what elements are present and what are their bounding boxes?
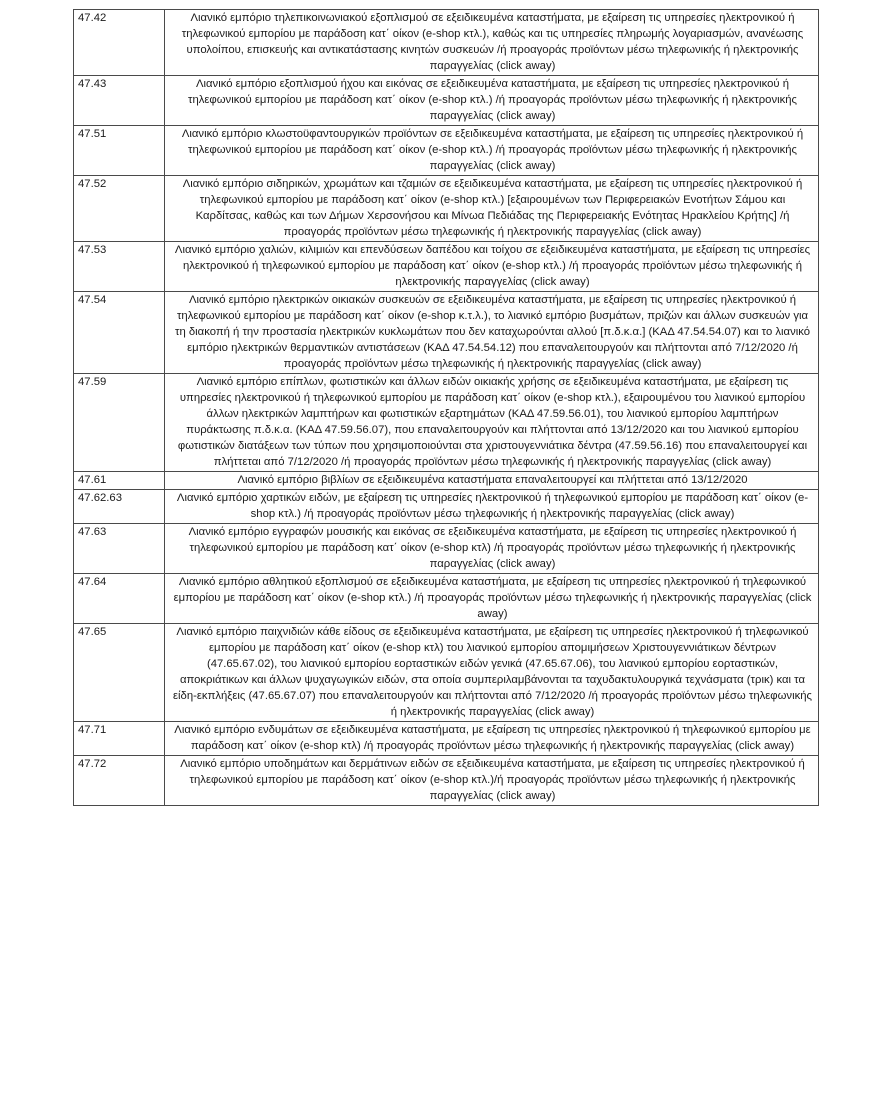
activity-description: Λιανικό εμπόριο ηλεκτρικών οικιακών συσκευών σε εξειδικευμένα καταστήματα, με εξαίρεση τις υπηρεσίες ηλεκτρονικού ή τηλεφωνικού εμπορίου με παράδοση κατ΄ οίκον (e-shop κ.τ.λ.), το λιανικό εμπόριο βυσμάτων, πριζών και άλλων συσκευών για τη διακοπή ή την προστασία ηλεκτρικών κυκλωμάτων που δεν καταχωρούνται αλλού [π.δ.κ.α.] (ΚΑΔ 47.54.54.07) και το λιανικό εμπόριο ηλεκτρικών θερμαντικών αντιστάσεων (ΚΑΔ 47.54.54.12) που επαναλειτουργούν και πλήττονται από 7/12/2020 /ή προαγοράς προϊόντων μέσω τηλεφωνικής ή ηλεκτρονικής παραγγελίας (click away) xyxy=(165,292,819,374)
table-row xyxy=(74,374,819,472)
activity-code: 47.51 xyxy=(74,126,165,176)
kad-activity-table xyxy=(73,9,819,806)
activity-code: 47.64 xyxy=(74,574,165,624)
activity-code: 47.43 xyxy=(74,76,165,126)
activity-code: 47.72 xyxy=(74,756,165,806)
activity-description: Λιανικό εμπόριο εξοπλισμού ήχου και εικόνας σε εξειδικευμένα καταστήματα, με εξαίρεση τις υπηρεσίες ηλεκτρονικού ή τηλεφωνικού εμπορίου με παράδοση κατ΄ οίκον (e-shop κτλ.) /ή προαγοράς προϊόντων μέσω τηλεφωνικής ή ηλεκτρονικής παραγγελίας (click away) xyxy=(165,76,819,126)
kad-table-container xyxy=(73,9,818,806)
activity-description: Λιανικό εμπόριο αθλητικού εξοπλισμού σε εξειδικευμένα καταστήματα, με εξαίρεση τις υπηρεσίες ηλεκτρονικού ή τηλεφωνικού εμπορίου με παράδοση κατ΄ οίκον (e-shop κτλ.) /ή προαγοράς προϊόντων μέσω τηλεφωνικής ή ηλεκτρονικής παραγγελίας (click away) xyxy=(165,574,819,624)
table-row xyxy=(74,76,819,126)
activity-code: 47.62.63 xyxy=(74,490,165,524)
activity-code: 47.61 xyxy=(74,472,165,490)
activity-code: 47.63 xyxy=(74,524,165,574)
activity-code: 47.53 xyxy=(74,242,165,292)
activity-description: Λιανικό εμπόριο βιβλίων σε εξειδικευμένα καταστήματα επαναλειτουργεί και πλήττεται από 13/12/2020 xyxy=(165,472,819,490)
table-row xyxy=(74,490,819,524)
activity-description: Λιανικό εμπόριο χαλιών, κιλιμιών και επενδύσεων δαπέδου και τοίχου σε εξειδικευμένα καταστήματα, με εξαίρεση τις υπηρεσίες ηλεκτρονικού ή τηλεφωνικού εμπορίου με παράδοση κατ΄ οίκον (e-shop κτλ.) /ή προαγοράς προϊόντων μέσω τηλεφωνικής ή ηλεκτρονικής παραγγελίας (click away) xyxy=(165,242,819,292)
table-row xyxy=(74,722,819,756)
activity-description: Λιανικό εμπόριο χαρτικών ειδών, με εξαίρεση τις υπηρεσίες ηλεκτρονικού ή τηλεφωνικού εμπορίου με παράδοση κατ΄ οίκον (e-shop κτλ.) /ή προαγοράς προϊόντων μέσω τηλεφωνικής ή ηλεκτρονικής παραγγελίας (click away) xyxy=(165,490,819,524)
activity-description: Λιανικό εμπόριο σιδηρικών, χρωμάτων και τζαμιών σε εξειδικευμένα καταστήματα, με εξαίρεση τις υπηρεσίες ηλεκτρονικού ή τηλεφωνικού εμπορίου με παράδοση κατ΄ οίκον (e-shop κτλ.) [εξαιρουμένων των Περιφερειακών Ενοτήτων Σάμου και Καρδίτσας, καθώς και των Δήμων Χερσονήσου και Μίνωα Πεδιάδας της Περιφερειακής Ενότητας Ηρακλείου Κρήτης] /ή προαγοράς προϊόντων μέσω τηλεφωνικής ή ηλεκτρονικής παραγγελίας (click away) xyxy=(165,176,819,242)
table-row xyxy=(74,126,819,176)
table-row xyxy=(74,756,819,806)
activity-code: 47.71 xyxy=(74,722,165,756)
activity-code: 47.65 xyxy=(74,624,165,722)
activity-code: 47.54 xyxy=(74,292,165,374)
activity-description: Λιανικό εμπόριο παιχνιδιών κάθε είδους σε εξειδικευμένα καταστήματα, με εξαίρεση τις υπηρεσίες ηλεκτρονικού ή τηλεφωνικού εμπορίου με παράδοση κατ΄ οίκον (e-shop κτλ) του λιανικού εμπορίου απομιμήσεων Χριστουγεννιάτικων δέντρων (47.65.67.02), του λιανικού εμπορίου εορταστικών ειδών γενικά (47.65.67.06), του λιανικού εμπορίου εορταστικών, αποκριάτικων και άλλων ψυχαγωγικών ειδών, στα οποία συμπεριλαμβάνονται τα ταχυδακτυλουργικά τεχνάσματα (τρικ) και τα είδη-εκπλήξεις (47.65.67.07) που επαναλειτουργούν και πλήττονται από 7/12/2020 /ή προαγοράς προϊόντων μέσω τηλεφωνικής ή ηλεκτρονικής παραγγελίας (click away) xyxy=(165,624,819,722)
table-row xyxy=(74,176,819,242)
activity-code: 47.52 xyxy=(74,176,165,242)
table-row xyxy=(74,472,819,490)
activity-description: Λιανικό εμπόριο εγγραφών μουσικής και εικόνας σε εξειδικευμένα καταστήματα, με εξαίρεση τις υπηρεσίες ηλεκτρονικού ή τηλεφωνικού εμπορίου με παράδοση κατ΄ οίκον (e-shop κτλ) /ή προαγοράς προϊόντων μέσω τηλεφωνικής ή ηλεκτρονικής παραγγελίας (click away) xyxy=(165,524,819,574)
table-row xyxy=(74,624,819,722)
table-row xyxy=(74,242,819,292)
activity-code: 47.42 xyxy=(74,10,165,76)
activity-description: Λιανικό εμπόριο τηλεπικοινωνιακού εξοπλισμού σε εξειδικευμένα καταστήματα, με εξαίρεση τις υπηρεσίες ηλεκτρονικού ή τηλεφωνικού εμπορίου με παράδοση κατ΄ οίκον (e-shop κτλ.), καθώς και τις υπηρεσίες πληρωμής λογαριασμών, ανανέωσης υπολοίπου, επισκευής και αντικατάστασης κινητών συσκευών /ή προαγοράς προϊόντων μέσω τηλεφωνικής ή ηλεκτρονικής παραγγελίας (click away) xyxy=(165,10,819,76)
activity-description: Λιανικό εμπόριο ενδυμάτων σε εξειδικευμένα καταστήματα, με εξαίρεση τις υπηρεσίες ηλεκτρονικού ή τηλεφωνικού εμπορίου με παράδοση κατ΄ οίκον (e-shop κτλ) /ή προαγοράς προϊόντων μέσω τηλεφωνικής ή ηλεκτρονικής παραγγελίας (click away) xyxy=(165,722,819,756)
table-row xyxy=(74,574,819,624)
activity-description: Λιανικό εμπόριο υποδημάτων και δερμάτινων ειδών σε εξειδικευμένα καταστήματα, με εξαίρεση τις υπηρεσίες ηλεκτρονικού ή τηλεφωνικού εμπορίου με παράδοση κατ΄ οίκον (e-shop κτλ.)/ή προαγοράς προϊόντων μέσω τηλεφωνικής ή ηλεκτρονικής παραγγελίας (click away) xyxy=(165,756,819,806)
activity-description: Λιανικό εμπόριο επίπλων, φωτιστικών και άλλων ειδών οικιακής χρήσης σε εξειδικευμένα καταστήματα, με εξαίρεση τις υπηρεσίες ηλεκτρονικού ή τηλεφωνικού εμπορίου με παράδοση κατ΄ οίκον (e-shop κτλ.), εξαιρουμένου του λιανικού εμπορίου άλλων ηλεκτρικών λαμπτήρων και φωτιστικών εξαρτημάτων (ΚΑΔ 47.59.56.01), του λιανικού εμπορίου λαμπτήρων πυράκτωσης π.δ.κ.α. (ΚΑΔ 47.59.56.07), που επαναλειτουργούν και πλήττονται από 13/12/2020 και του λιανικού εμπορίου φωτιστικών διατάξεων των τύπων που χρησιμοποιούνται στα χριστουγεννιάτικα δέντρα (47.59.56.16) που επαναλειτουργεί και πλήττεται από 7/12/2020 /ή προαγοράς προϊόντων μέσω τηλεφωνικής ή ηλεκτρονικής παραγγελίας (click away) xyxy=(165,374,819,472)
activity-description: Λιανικό εμπόριο κλωστοϋφαντουργικών προϊόντων σε εξειδικευμένα καταστήματα, με εξαίρεση τις υπηρεσίες ηλεκτρονικού ή τηλεφωνικού εμπορίου με παράδοση κατ΄ οίκον (e-shop κτλ.) /ή προαγοράς προϊόντων μέσω τηλεφωνικής ή ηλεκτρονικής παραγγελίας (click away) xyxy=(165,126,819,176)
table-row xyxy=(74,10,819,76)
activity-code: 47.59 xyxy=(74,374,165,472)
table-row xyxy=(74,292,819,374)
table-row xyxy=(74,524,819,574)
